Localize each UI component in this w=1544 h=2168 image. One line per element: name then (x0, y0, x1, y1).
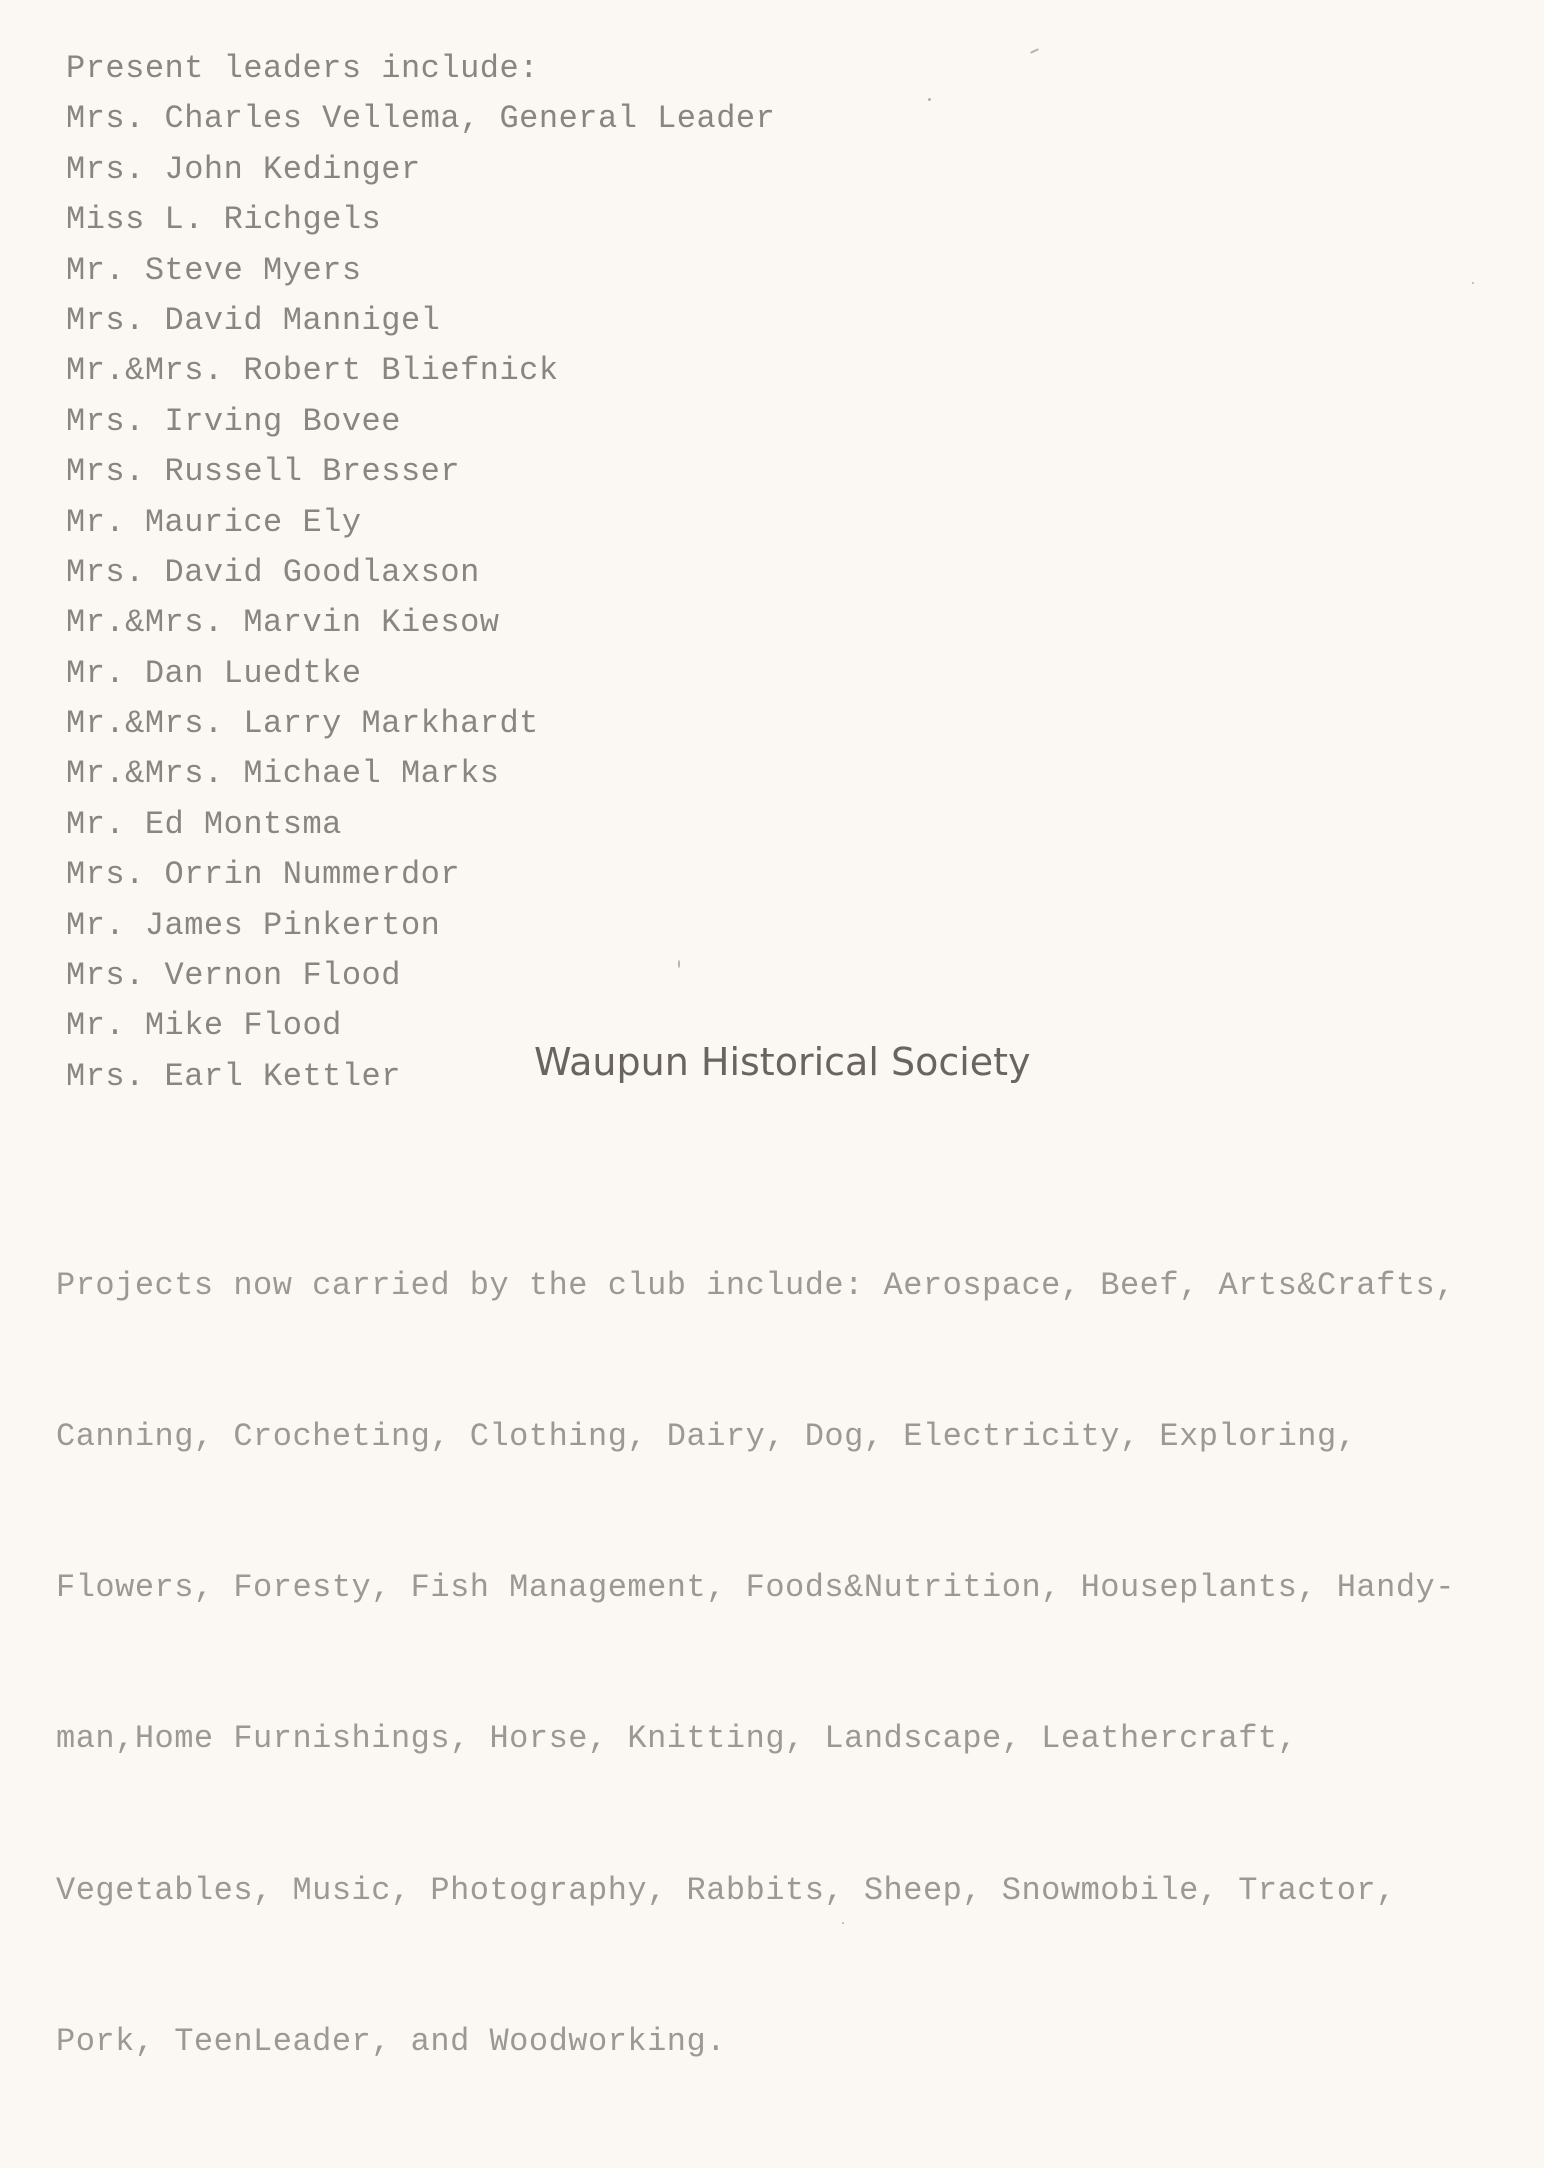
leader-line: Mr.&Mrs. Robert Bliefnick (66, 352, 559, 390)
leader-line: Mr. Steve Myers (66, 251, 362, 289)
projects-line: Projects now carried by the club include: Aerospace, Beef, Arts&Crafts, (56, 1266, 1455, 1304)
leader-line: Mrs. John Kedinger (66, 150, 421, 188)
leader-line: Mr.&Mrs. Michael Marks (66, 755, 500, 793)
paper-speck (678, 960, 680, 968)
leader-line: Mr. Mike Flood (66, 1007, 342, 1045)
projects-line: Canning, Crocheting, Clothing, Dairy, Dog, Electricity, Exploring, (56, 1418, 1357, 1456)
leader-line: Mrs. Russell Bresser (66, 453, 461, 491)
projects-line: Flowers, Foresty, Fish Management, Foods&Nutrition, Houseplants, Handy- (56, 1569, 1455, 1607)
paper-speck (1472, 282, 1474, 284)
projects-line: man,Home Furnishings, Horse, Knitting, Landscape, Leathercraft, (56, 1720, 1298, 1758)
leader-line: Mr.&Mrs. Marvin Kiesow (66, 604, 500, 642)
leader-line: Mr.&Mrs. Larry Markhardt (66, 705, 539, 743)
paper-speck (1030, 48, 1039, 54)
leader-line: Mrs. Earl Kettler (66, 1057, 401, 1095)
leader-line: Mrs. Orrin Nummerdor (66, 856, 461, 894)
projects-line: Pork, TeenLeader, and Woodworking. (56, 2022, 726, 2060)
leader-line: Mrs. Irving Bovee (66, 402, 401, 440)
paper-speck (842, 1922, 844, 1924)
leader-line: Mrs. Vernon Flood (66, 957, 401, 995)
projects-paragraph (56, 1160, 1526, 2168)
leader-line: Mrs. David Goodlaxson (66, 553, 480, 591)
leader-line: Miss L. Richgels (66, 201, 382, 239)
leader-line: Mrs. Charles Vellema, General Leader (66, 100, 776, 138)
leader-line: Mr. Maurice Ely (66, 503, 362, 541)
projects-line: Vegetables, Music, Photography, Rabbits, Sheep, Snowmobile, Tractor, (56, 1871, 1396, 1909)
leaders-section (66, 44, 966, 1102)
leader-line: Mrs. David Mannigel (66, 301, 441, 339)
leader-line: Mr. Ed Montsma (66, 805, 342, 843)
paper-speck (928, 98, 931, 101)
leader-line: Mr. James Pinkerton (66, 906, 441, 944)
leaders-heading: Present leaders include: (66, 50, 539, 87)
watermark-text: Waupun Historical Society (534, 1040, 1031, 1084)
leader-line: Mr. Dan Luedtke (66, 654, 362, 692)
